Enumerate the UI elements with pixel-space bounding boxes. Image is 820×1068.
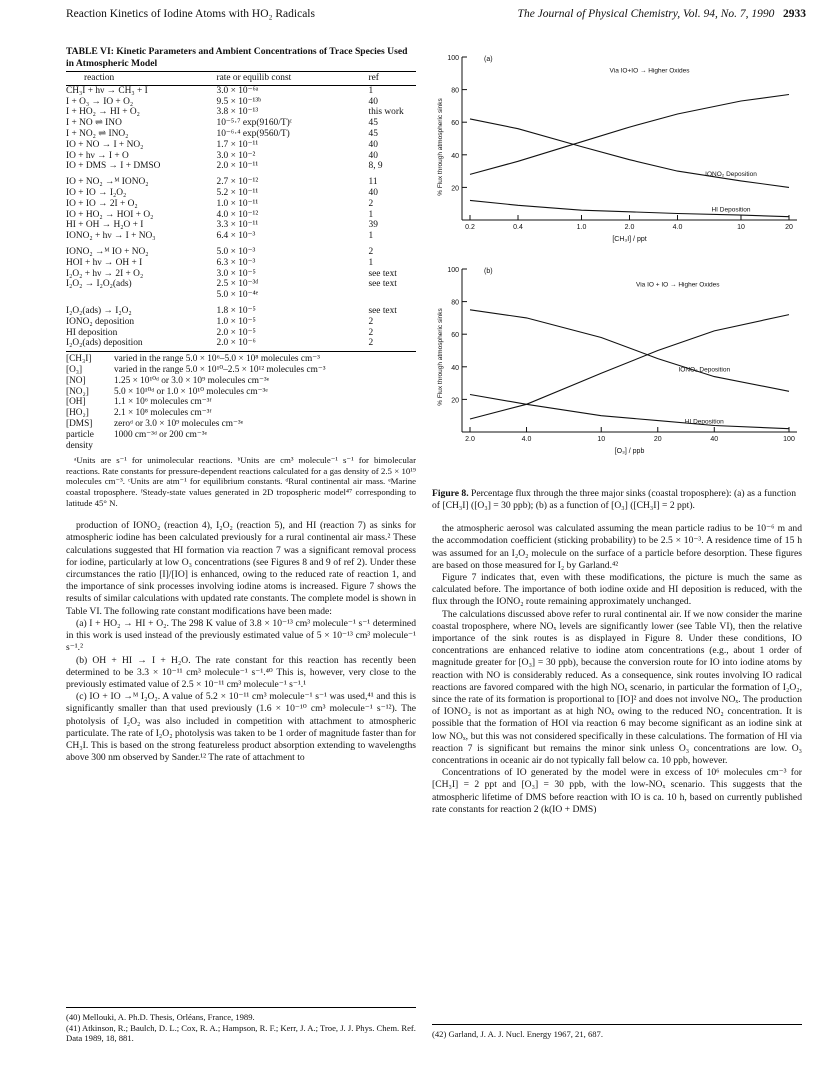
species-label: particle — [66, 429, 94, 440]
y-tick-label: 20 — [451, 185, 459, 193]
reaction-cell: HOI + hν → OH + I — [66, 257, 143, 268]
rate-cell: 9.5 × 10⁻¹³ᵇ — [216, 96, 262, 107]
panel-tag: (a) — [484, 56, 493, 63]
body-paragraph: (c) IO + IO →ᴹ I₂O₂. A value of 5.2 × 10⁻¹¹ cm³ molecule⁻¹ s⁻¹ was used,⁴¹ and this is significantly smaller than that used previously (1.6 × 10⁻¹⁰ cm³ molecule⁻¹ s⁻¹²). The photolysis of I₂O₂ was also included in competition with attachment to atmospheric particulate. The rate of I₂O₂ photolysis was taken to be 1 order of magnitude faster than for CH₃I. This is based on the strong featureless product absorption extending to wavelengths above 300 nm observed by Sander.¹² The rate of attachment to — [66, 691, 416, 764]
reaction-cell: CH₃I + hν → CH₃ + I — [66, 85, 148, 96]
y-tick-label: 80 — [451, 87, 459, 95]
y-tick-label: 40 — [451, 152, 459, 160]
left-column — [66, 46, 416, 764]
table-row — [66, 199, 416, 210]
ref-cell: 8, 9 — [368, 161, 383, 172]
table-row — [66, 242, 416, 258]
ref-cell: 45 — [368, 118, 378, 129]
reference-entry: (42) Garland, J. A. J. Nucl. Energy 1967, 21, 687. — [432, 1029, 603, 1039]
series-label: Via IO+IO → Higher Oxides — [609, 67, 690, 75]
series-line-0 — [470, 95, 789, 175]
species-label: [DMS] — [66, 418, 93, 429]
panel-tag: (b) — [484, 268, 493, 275]
body-paragraph: Figure 7 indicates that, even with these modifications, the picture is much the same as calculated before. The importance of both iodine oxide and HI deposition is reduced, with the flux through the IONO₂ route remaining approximately unchanged. — [432, 572, 802, 608]
ref-cell: 45 — [368, 128, 378, 139]
ref-cell: 1 — [368, 231, 374, 242]
ref-cell: 2 — [368, 198, 374, 209]
x-tick-label: 100 — [783, 436, 795, 443]
table-row — [66, 188, 416, 199]
table-row — [66, 317, 416, 328]
species-label: [CH₃I] — [66, 354, 92, 365]
species-value: zeroᵈ or 3.0 × 10⁹ molecules cm⁻³ᵉ — [114, 418, 244, 429]
x-tick-label: 20 — [785, 224, 793, 231]
species-value: 1.1 × 10⁶ molecules cm⁻³ᶠ — [114, 397, 212, 408]
figure-caption-text: Percentage flux through the three major sinks (coastal troposphere): (a) as a function of [CH₃I] ([O₃] = 30 ppb); (b) as a function of [O₃] ([CH₃I] = 2 ppt). — [432, 488, 797, 511]
species-label: [NO] — [66, 375, 86, 386]
ref-cell: 2 — [368, 327, 374, 338]
concentration-row — [66, 387, 416, 398]
species-label: [OH] — [66, 397, 86, 408]
rate-cell: 2.0 × 10⁻¹¹ — [216, 161, 259, 172]
species-value: varied in the range 5.0 × 10¹⁰–2.5 × 10¹² molecules cm⁻³ — [114, 364, 326, 375]
rate-cell: 2.0 × 10⁻⁵ — [216, 327, 256, 338]
species-value: 2.1 × 10⁸ molecules cm⁻³ᶠ — [114, 408, 212, 419]
reaction-cell: IONO₂ + hν → I + NO₃ — [66, 231, 156, 242]
figure-caption — [432, 488, 802, 511]
ref-cell: 2 — [368, 316, 374, 327]
table-row — [66, 85, 416, 96]
col-rate: rate or equilib const — [217, 72, 357, 86]
series-label: Via IO + IO → Higher Oxides — [636, 281, 720, 289]
ref-cell: 11 — [368, 177, 378, 188]
x-axis-label: [CH₃I] / ppt — [612, 236, 647, 243]
rate-cell: 3.0 × 10⁻⁵ — [216, 268, 256, 279]
reaction-cell: IO + NO → I + NO₂ — [66, 139, 144, 150]
reference-entry: (40) Mellouki, A. Ph.D. Thesis, Orléans, France, 1989. — [66, 1012, 255, 1022]
series-label: HI Deposition — [684, 418, 724, 426]
species-value: varied in the range 5.0 × 10⁶–5.0 × 10⁸ molecules cm⁻³ — [114, 354, 320, 365]
concentration-list — [66, 354, 416, 451]
rate-cell: 5.0 × 10⁻⁴ᵉ — [216, 290, 259, 301]
y-tick-label: 20 — [451, 397, 459, 405]
reaction-cell: I + HO₂ → HI + O₂ — [66, 107, 140, 118]
y-tick-label: 60 — [451, 120, 459, 128]
table-row — [66, 210, 416, 221]
reaction-cell: I₂O₂ + hν → 2I + O₂ — [66, 268, 144, 279]
series-label: IONO₂ Deposition — [705, 170, 757, 178]
table-row — [66, 220, 416, 231]
concentration-row — [66, 441, 416, 452]
reaction-cell: IO + IO → 2I + O₂ — [66, 198, 138, 209]
reaction-cell: IO + NO₂ →ᴹ IONO₂ — [66, 177, 149, 188]
y-axis-label: % Flux through atmospheric sinks — [437, 98, 444, 196]
y-tick-label: 40 — [451, 364, 459, 372]
species-value: 5.0 × 10¹⁰ᵈ or 1.0 × 10¹⁰ molecules cm⁻³ᵉ — [114, 386, 268, 397]
x-tick-label: 1.0 — [576, 224, 587, 231]
body-paragraph: Concentrations of IO generated by the model were in excess of 10⁶ molecules cm⁻³ for [CH₃I] = 2 ppt and [O₃] = 30 ppb, with the low-NOₓ scenario. This suggests that the atmospheric lifetime of DMS before reaction with IO is ca. 10 h, based on currently published rate constants for reaction 2 (k(IO + DMS) — [432, 767, 802, 815]
body-paragraph: (b) OH + HI → I + H₂O. The rate constant for this reaction has recently been determined to be 3.3 × 10⁻¹¹ cm³ molecule⁻¹ s⁻¹.⁴⁰ This is, however, very close to the previously estimated value of 2.5 × 10⁻¹¹ cm³ molecule⁻¹ s⁻¹.¹ — [66, 654, 416, 690]
species-label: [O₃] — [66, 364, 83, 375]
x-tick-label: 0.2 — [465, 224, 475, 231]
concentration-row — [66, 354, 416, 365]
table-row — [66, 328, 416, 339]
rate-cell: 5.0 × 10⁻³ — [216, 246, 256, 257]
reaction-cell: IO + IO → I₂O₂ — [66, 187, 127, 198]
ref-cell: 1 — [368, 257, 374, 268]
x-axis-label: [O₃] / ppb — [614, 448, 645, 455]
table-row — [66, 151, 416, 162]
right-body-text — [432, 523, 802, 816]
rate-cell: 1.0 × 10⁻⁵ — [216, 316, 256, 327]
right-column — [432, 52, 802, 816]
reaction-cell: IONO₂ →ᴹ IO + NO₂ — [66, 246, 149, 257]
x-tick-label: 0.4 — [513, 224, 523, 231]
reaction-cell: I₂O₂(ads) → I₂O₂ — [66, 305, 132, 316]
table-footnotes: ᵃUnits are s⁻¹ for unimolecular reactions. ᵇUnits are cm³ molecule⁻¹ s⁻¹ for bimolecular reactions. Rate constants for pressure-dependent reactions calculated for a gas density of 2.5 × 10¹⁹ molecules cm⁻³. ᶜUnits are atm⁻¹ for equilibrium constants. ᵈRural continental air mass. ᵉMarine coastal troposphere. ᶠSteady-state values generated in 2D tropospheric model⁴⁷ corresponding to latitude 45° N. — [66, 455, 416, 508]
rate-cell: 2.7 × 10⁻¹² — [216, 177, 259, 188]
rate-cell: 1.8 × 10⁻⁵ — [216, 305, 256, 316]
reaction-cell — [66, 290, 217, 301]
table-row — [66, 258, 416, 269]
x-tick-label: 10 — [737, 224, 745, 231]
y-tick-label: 60 — [451, 332, 459, 340]
rate-cell: 2.5 × 10⁻³ᵈ — [216, 279, 259, 290]
species-label: density — [66, 440, 93, 451]
rate-cell: 1.0 × 10⁻¹¹ — [216, 198, 259, 209]
ref-cell: 40 — [368, 139, 378, 150]
y-axis-label: % Flux through atmospheric sinks — [437, 308, 444, 406]
series-line-1 — [470, 310, 789, 392]
rate-cell: 3.0 × 10⁻⁶ᵃ — [216, 85, 259, 96]
journal-citation: The Journal of Physical Chemistry, Vol. 94, No. 7, 1990 — [517, 8, 775, 20]
reaction-cell: I + O₃ → IO + O₂ — [66, 96, 134, 107]
reaction-cell: I₂O₂ → I₂O₂(ads) — [66, 279, 132, 290]
reaction-cell: I + NO ⇌ INO — [66, 118, 122, 129]
page-number: 2933 — [783, 8, 806, 20]
ref-cell: 1 — [368, 85, 374, 96]
table-body — [66, 85, 416, 351]
figure-8-chart — [432, 52, 802, 482]
body-paragraph: (a) I + HO₂ → HI + O₂. The 298 K value of 3.8 × 10⁻¹³ cm³ molecule⁻¹ s⁻¹ determined in this work is used instead of the previously estimated value of 5 × 10⁻¹³ cm³ molecule⁻¹ s⁻¹.² — [66, 617, 416, 654]
x-tick-label: 2.0 — [465, 436, 475, 443]
reaction-cell: IO + DMS → I + DMSO — [66, 161, 161, 172]
ref-cell: see text — [368, 279, 397, 290]
left-body-text — [66, 520, 416, 764]
ref-cell: 2 — [357, 338, 417, 351]
x-tick-label: 4.0 — [521, 436, 532, 443]
x-tick-label: 40 — [710, 436, 719, 443]
table-row — [66, 231, 416, 242]
ref-cell: 2 — [368, 246, 374, 257]
table-row — [66, 301, 416, 317]
body-paragraph: production of IONO₂ (reaction 4), I₂O₂ (reaction 5), and HI (reaction 7) as sinks for atmospheric iodine has been calculated previously for a rural continental air mass.² These calculations suggested that HI formation via reaction 7 was a significant removal process for iodine, particularly at low O₃ concentrations (see Figures 8 and 9 of ref 2). Under these circumstances the ratio [I]/[IO] is enhanced, owing to the reduced rate of reaction 1, and the importance of sink processes involving iodine atoms is increased. Figure 7 shows the results of similar calculations with updated rate constants. The complete model is shown in Table VI. The following rate constant modifications have been made: — [66, 520, 416, 617]
right-footnote-refs — [432, 1024, 802, 1040]
rate-cell: 1.7 × 10⁻¹¹ — [216, 139, 259, 150]
ref-cell: this work — [368, 107, 404, 118]
table-row — [66, 290, 416, 301]
table-row — [66, 140, 416, 151]
table-caption: TABLE VI: Kinetic Parameters and Ambient Concentrations of Trace Species Used in Atmospheric Model — [66, 46, 408, 69]
kinetics-table — [66, 71, 416, 352]
concentration-row — [66, 408, 416, 419]
y-tick-label: 80 — [451, 299, 459, 307]
rate-cell: 2.0 × 10⁻⁶ — [217, 338, 357, 351]
species-label: [HO₂] — [66, 408, 89, 419]
col-ref: ref — [357, 72, 417, 86]
figure-caption-label: Figure 8. — [432, 488, 469, 500]
species-value: 1.25 × 10¹⁰ᵈ or 3.0 × 10⁹ molecules cm⁻³ᵉ — [114, 375, 270, 386]
rate-cell: 4.0 × 10⁻¹² — [216, 209, 259, 220]
table-row — [66, 118, 416, 129]
reference-entry: (41) Atkinson, R.; Baulch, D. L.; Cox, R. A.; Hampson, R. F.; Kerr, J. A.; Troe, J. J. Phys. Chem. Ref. Data 1989, 18, 881. — [66, 1022, 416, 1044]
ref-cell: 39 — [368, 220, 378, 231]
table-row — [66, 269, 416, 280]
body-paragraph: The calculations discussed above refer to rural continental air. If we now consider the marine coastal troposphere, where NOₓ levels are significantly lower (see Table VI), then the relative importance of the sink routes is as displayed in Figure 8. Under these conditions, IO concentrations are enhanced relative to iodine atom concentrations (e.g., about 1 order of magnitude greater for [O₃] = 30 ppb), because the conversion route for IO into iodine atoms by reaction with NO is considerably reduced. As a consequence, sink routes involving IO radical reactions are favored compared with the high NOₓ scenario, in particular the formation of I₂O₂, since the rate of its formation is proportional to [IO]² and does not involve NOₓ. The production of IONO₂ is not as important as at high NOₓ owing to the reduced NO₂ concentration. It is possible that the formation of HOI via reaction 6 may become significant as an iodine sink at low NOₓ, but this was not considered specifically in these calculations. The formation of HI via reaction 7 is significant but remains the minor sink unless O₃ concentrations are low. O₃ concentrations in oceanic air do not typically fall below ca. 10 ppb, however. — [432, 608, 802, 767]
species-value: 1000 cm⁻³ᵈ or 200 cm⁻³ᵉ — [114, 429, 207, 440]
ref-cell: see text — [368, 268, 397, 279]
rate-cell: 10⁻⁵·⁷ exp(9160/T)ᶜ — [216, 118, 293, 129]
col-reaction: reaction — [66, 72, 217, 86]
table-row — [66, 129, 416, 140]
rate-cell: 5.2 × 10⁻¹¹ — [216, 187, 259, 198]
table-row — [66, 107, 416, 118]
running-header-title: Reaction Kinetics of Iodine Atoms with HO₂ Radicals — [66, 8, 315, 20]
reaction-cell: IONO₂ deposition — [66, 316, 135, 327]
series-line-2 — [470, 395, 789, 429]
ref-cell: 40 — [368, 150, 378, 161]
ref-cell: 40 — [368, 96, 378, 107]
y-tick-label: 100 — [447, 55, 459, 62]
table-row — [66, 338, 416, 351]
rate-cell: 6.3 × 10⁻³ — [216, 257, 256, 268]
table-row — [66, 161, 416, 172]
y-tick-label: 100 — [447, 267, 459, 274]
rate-cell: 6.4 × 10⁻³ — [216, 231, 256, 242]
concentration-row — [66, 419, 416, 430]
concentration-row — [66, 365, 416, 376]
series-label: HI Deposition — [711, 206, 751, 214]
reaction-cell: IO + HO₂ → HOI + O₂ — [66, 209, 154, 220]
rate-cell: 3.3 × 10⁻¹¹ — [216, 220, 259, 231]
rate-cell: 3.0 × 10⁻² — [216, 150, 256, 161]
left-footnote-refs — [66, 1007, 416, 1044]
rate-cell: 10⁻⁶·⁴ exp(9560/T) — [216, 128, 290, 139]
table-header-row — [66, 72, 416, 86]
ref-cell: 40 — [368, 187, 378, 198]
running-header-journal — [518, 8, 806, 20]
concentration-row — [66, 430, 416, 441]
x-tick-label: 2.0 — [624, 224, 635, 231]
reaction-cell: I + NO₂ ⇌ INO₂ — [66, 128, 129, 139]
table-row — [66, 97, 416, 108]
table-row — [66, 279, 416, 290]
x-tick-label: 10 — [597, 436, 606, 443]
reaction-cell: HI deposition — [66, 327, 118, 338]
reaction-cell: I₂O₂(ads) deposition — [66, 338, 217, 351]
x-tick-label: 20 — [653, 436, 662, 443]
concentration-row — [66, 376, 416, 387]
reaction-cell: HI + OH → H₂O + I — [66, 220, 144, 231]
concentration-row — [66, 397, 416, 408]
x-tick-label: 4.0 — [672, 224, 683, 231]
ref-cell: 1 — [368, 209, 374, 220]
rate-cell: 3.8 × 10⁻¹³ — [216, 107, 259, 118]
species-label: [NO₂] — [66, 386, 89, 397]
series-label: IONO₂ Deposition — [678, 366, 731, 374]
reaction-cell: IO + hν → I + O — [66, 150, 129, 161]
ref-cell: see text — [368, 305, 397, 316]
ref-cell — [357, 290, 417, 301]
body-paragraph: the atmospheric aerosol was calculated assuming the mean particle radius to be 10⁻⁶ m and the accommodation coefficient (sticking probability) to be 2.5 × 10⁻³. A residence time of 15 h was assumed for an I₂O₂ molecule on the surface of a particle before desorption. These figures are based on those measured for I₂ by Garland.⁴² — [432, 523, 802, 571]
table-row — [66, 172, 416, 188]
